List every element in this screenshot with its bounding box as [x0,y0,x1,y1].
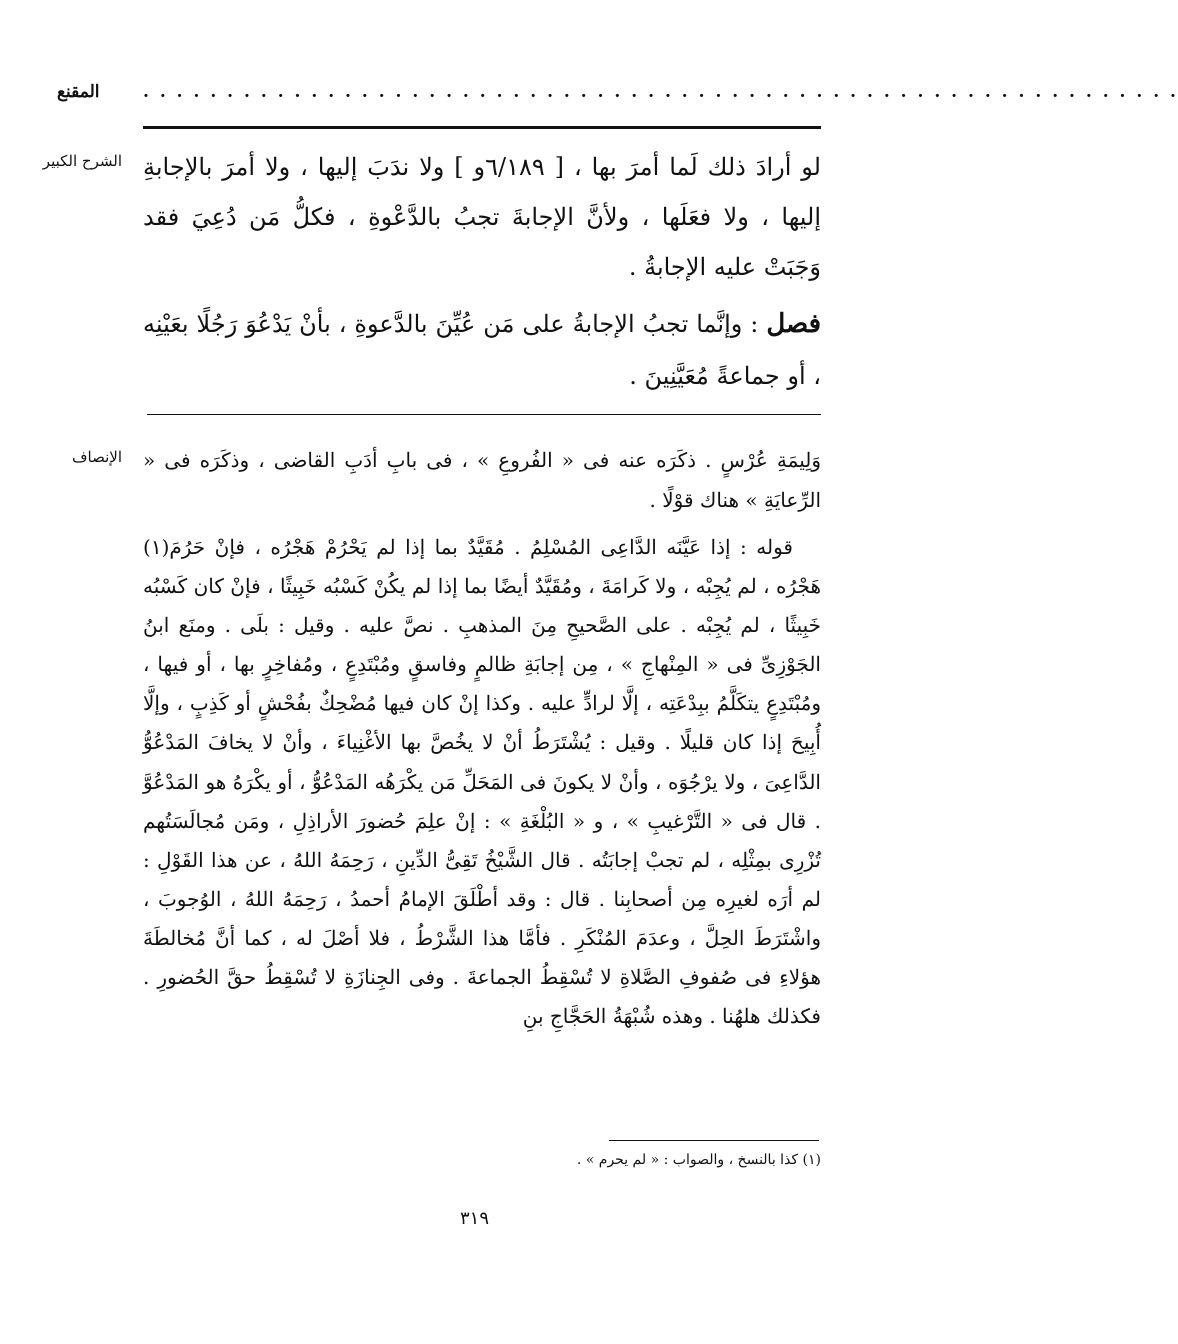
sharh-text [143,142,821,292]
header-rule [143,126,821,129]
fasl-paragraph [143,298,821,402]
insaf-first-paragraph [143,440,821,520]
insaf-second-paragraph [143,528,821,1036]
footnote: (١) كذا بالنسخ ، والصواب : « لم يحرم » . [576,1152,821,1168]
insaf-paragraph-2: قوله : إذا عَيَّنَه الدَّاعِى المُسْلِمُ . مُقَيَّدٌ بما إذا لم يَحْرُمْ هَجْرُه ، فإنْ حَرُمَ(١) هَجْرُه ، لم يُجِبْه ، ولا كَرامَةَ ، ومُقَيَّدٌ أيضًا بما إذا لم يكُنْ كَسْبُه خَبِيثًا ، فإنْ كان كَسْبُه خَبِيثًا ، لم يُجِبْه . على الصَّحيحِ مِنَ المذهبِ . نصَّ عليه . وقيل : بلَى . ومنَع ابنُ الجَوْزِىِّ فى « المِنْهاجِ » ، مِن إجابَةِ ظالمٍ وفاسقٍ ومُبْتَدِعٍ ، ومُفاخِرٍ بها ، أو فيها ، ومُبْتَدِعٍ يتكَلَّمُ ببِدْعَتِه ، إلَّا لرادٍّ عليه . وكذا إنْ كان فيها مُضْحِكٌ بفُحْشٍ أو كَذِبٍ ، وإلَّا أُبِيحَ إذا كان قليلًا . وقيل : يُشْتَرَطُ أنْ لا يخُصَّ بها الأغْنِياءَ ، وأنْ لا يخافَ المَدْعُوُّ الدَّاعِىَ ، ولا يرْجُوَه ، وأنْ لا يكونَ فى المَحَلِّ مَن يكْرَهُه المَدْعُوُّ ، أو يكْرَهُ هو المَدْعُوَّ . قال فى « التَّرْغيبِ » ، و « البُلْغَةِ » : إنْ علِمَ حُضورَ الأراذِلِ ، ومَن مُجالَسَتُهم تُزْرِى بمِثْلِه ، لم تجبْ إجابَتُه . قال الشَّيْخُ تَقِىُّ الدِّينِ ، رَحِمَهُ اللهُ ، عن هذا القَوْلِ : لم أرَه لغيرِه مِن أصحابِنا . قال : وقد أطْلَقَ الإمامُ أحمدُ ، رَحِمَهُ اللهُ ، الوُجوبَ ، واشْتَرَطَ الحِلَّ ، وعدَمَ المُنْكَرِ . فأمَّا هذا الشَّرْطُ ، فلا أصْلَ له ، كما أنَّ مُخالطَةَ هؤلاءِ فى صُفوفِ الصَّلاةِ لا تُسْقِطُ الجماعةَ . وفى الجِنازَةِ لا تُسْقِطُ حقَّ الحُضورِ . فكذلك هلهُنا . وهذه شُبْهَةُ الحَجَّاجِ بنِ [143,535,822,1029]
insaf-paragraph-1: وَلِيمَةِ عُرْسٍ . ذكَرَه عنه فى « الفُروعِ » ، فى بابِ أدَبِ القاضى ، وذكَرَه فى « الرِّعايَةِ » هناك قوْلًا . [143,448,821,512]
section-divider [147,414,821,415]
fasl-block [143,298,821,402]
fasl-text: : وإنَّما تجبُ الإجابةُ على مَن عُيِّنَ بالدَّعوةِ ، بأنْ يَدْعُوَ رَجُلًا بعَيْنِه ، أو جماعةً مُعَيَّنِينَ . [143,310,821,390]
section-label-insaf: الإنصاف [71,448,122,466]
header-dotted-leader: . . . . . . . . . . . . . . . . . . . . . . . . . . . . . . . . . . . . . . . . . . . . . . . . . . . . . . . . . . . . . . [143,82,1178,102]
section-label-sharh: الشرح الكبير [42,152,122,170]
footnote-rule [609,1140,819,1141]
fasl-keyword: فصل [766,309,822,339]
page-number: ٣١٩ [459,1208,489,1229]
sharh-paragraph: لو أرادَ ذلك لَما أمرَ بها ، [ ٦/١٨٩و ] ولا ندَبَ إليها ، ولا أمرَ بالإجابةِ إليها ، ولا فعَلَها ، ولأنَّ الإجابةَ تجبُ بالدَّعْوةِ ، فكلُّ مَن دُعِيَ فقد وَجَبَتْ عليه الإجابةُ . [143,153,821,281]
book-title: المقنع [57,82,100,102]
